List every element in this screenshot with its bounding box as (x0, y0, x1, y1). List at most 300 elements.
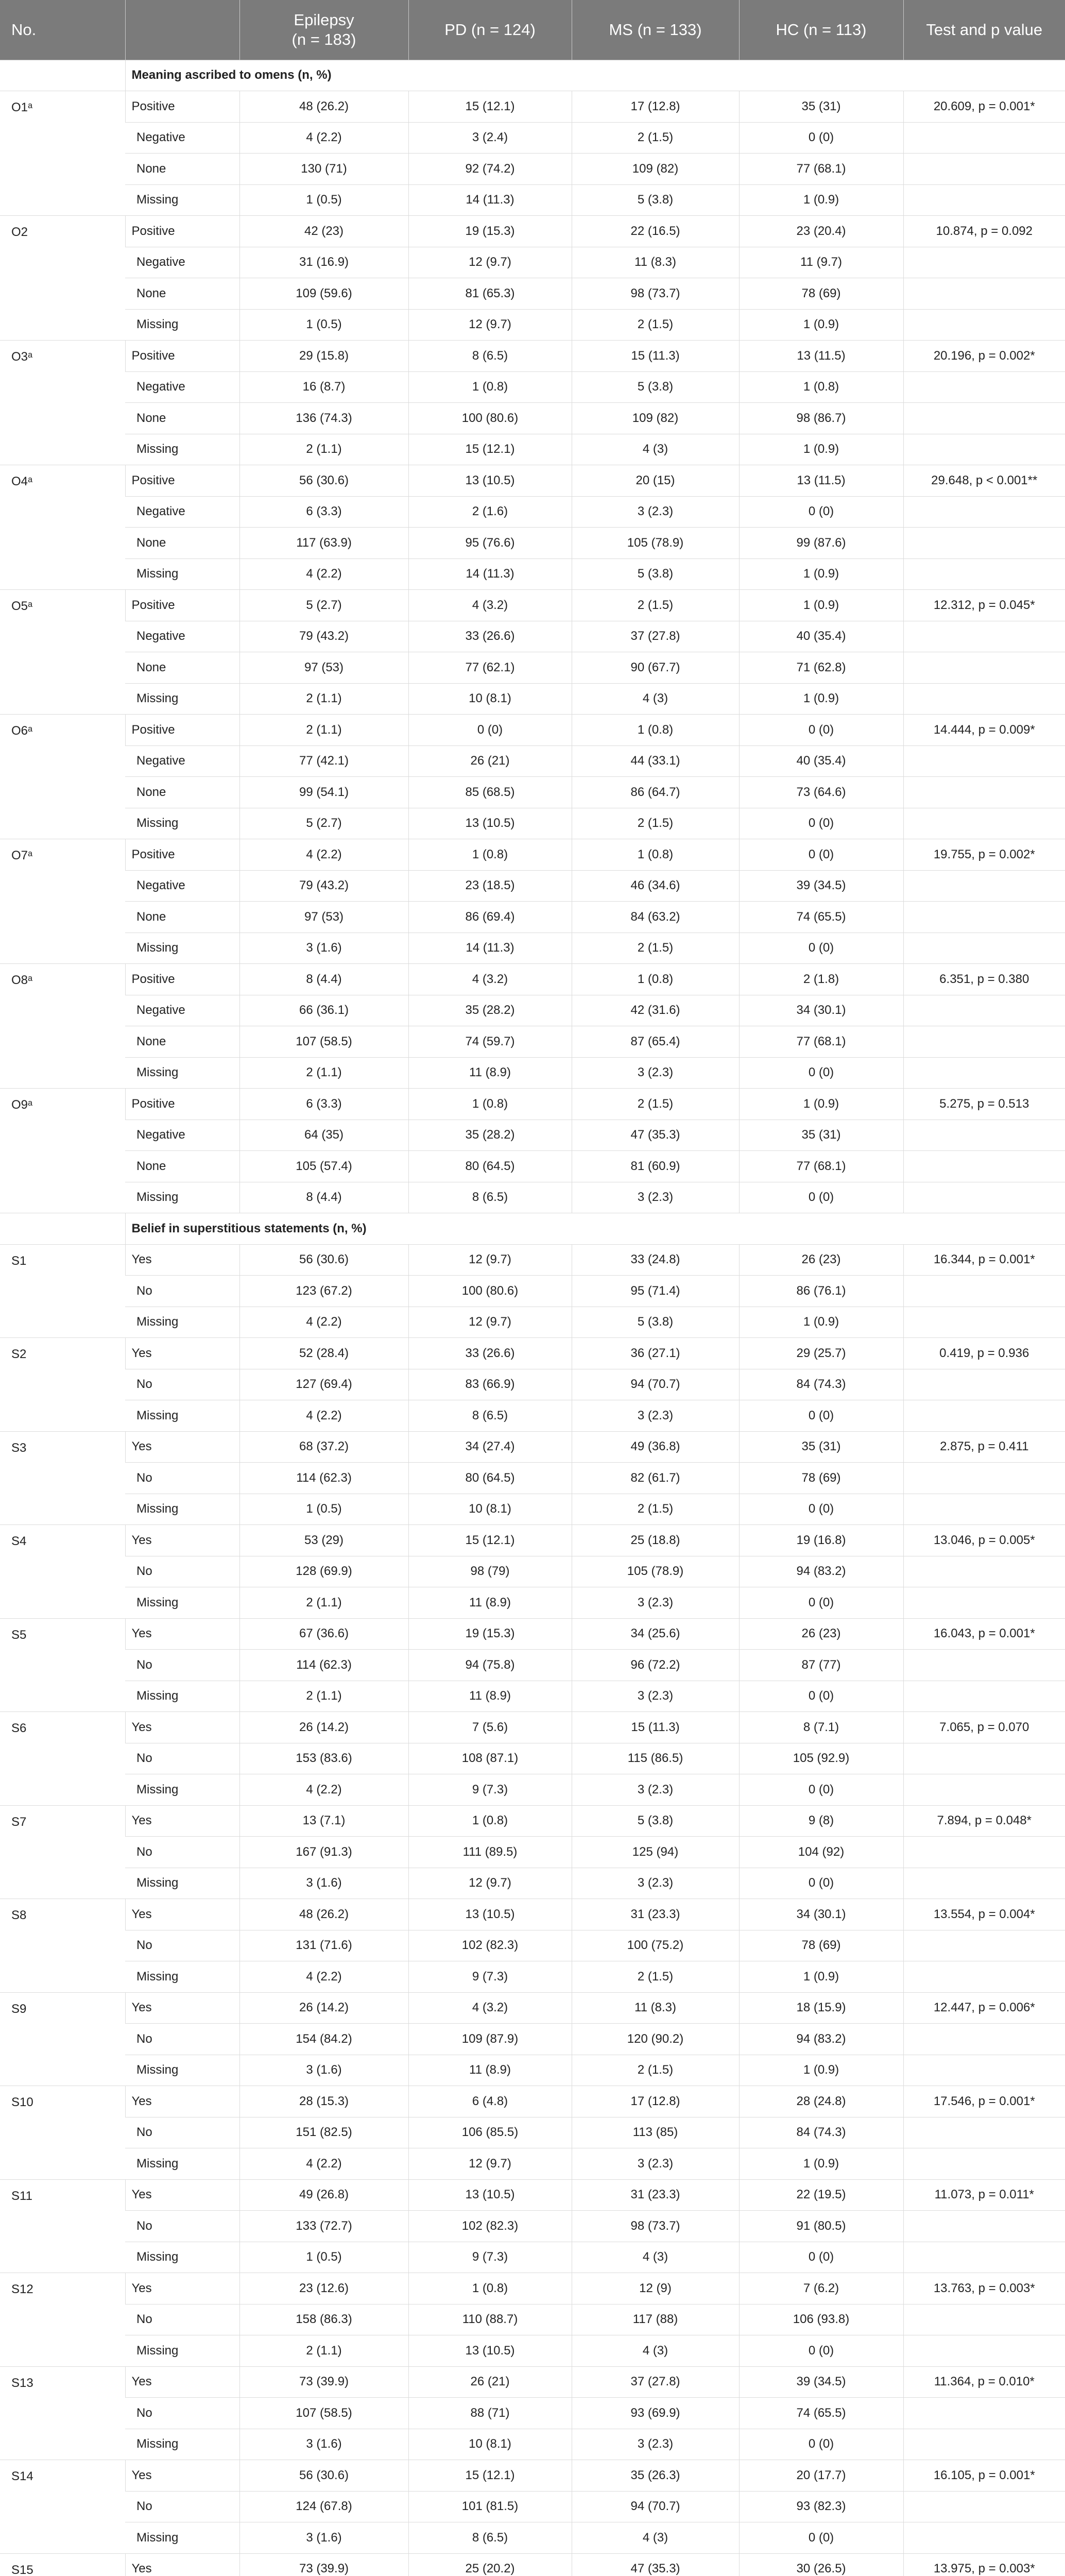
response-cell: Positive (125, 91, 239, 123)
item-id-cell: O6ᵃ (0, 715, 125, 839)
epilepsy-cell: 128 (69.9) (239, 1556, 408, 1587)
response-cell: Yes (125, 1338, 239, 1369)
ms-cell: 1 (0.8) (572, 839, 739, 871)
table-row (0, 2398, 1065, 2429)
pd-cell: 10 (8.1) (408, 1494, 572, 1525)
response-cell: No (125, 2117, 239, 2148)
hc-cell: 94 (83.2) (739, 2024, 903, 2055)
epilepsy-cell: 4 (2.2) (239, 1774, 408, 1806)
epilepsy-cell: 8 (4.4) (239, 1182, 408, 1213)
table-row (0, 2148, 1065, 2180)
response-cell: None (125, 528, 239, 559)
test-cell (903, 154, 1065, 185)
response-cell: Positive (125, 1089, 239, 1120)
epilepsy-cell: 29 (15.8) (239, 341, 408, 372)
epilepsy-cell: 131 (71.6) (239, 1930, 408, 1961)
hc-cell: 1 (0.9) (739, 558, 903, 590)
hc-cell: 18 (15.9) (739, 1992, 903, 2024)
hc-cell: 1 (0.9) (739, 184, 903, 216)
response-cell: Positive (125, 216, 239, 247)
pd-cell: 13 (10.5) (408, 2179, 572, 2211)
test-cell: 6.351, p = 0.380 (903, 964, 1065, 995)
item-id-cell: S12 (0, 2273, 125, 2367)
pd-cell: 74 (59.7) (408, 1026, 572, 1058)
response-cell: No (125, 1837, 239, 1868)
table-row (0, 434, 1065, 465)
response-cell: No (125, 1556, 239, 1587)
response-cell: No (125, 2398, 239, 2429)
hc-cell: 104 (92) (739, 1837, 903, 1868)
test-cell (903, 558, 1065, 590)
ms-cell: 3 (2.3) (572, 1057, 739, 1089)
table-row (0, 1494, 1065, 1525)
response-cell: No (125, 2304, 239, 2335)
ms-cell: 42 (31.6) (572, 995, 739, 1026)
test-cell (903, 2304, 1065, 2335)
table-row (0, 2086, 1065, 2117)
test-cell: 29.648, p < 0.001** (903, 465, 1065, 497)
table-row (0, 2117, 1065, 2148)
hc-cell: 29 (25.7) (739, 1338, 903, 1369)
item-id-cell: O4ᵃ (0, 465, 125, 590)
ms-cell: 95 (71.4) (572, 1276, 739, 1307)
epilepsy-cell: 64 (35) (239, 1120, 408, 1151)
hc-cell: 0 (0) (739, 2335, 903, 2367)
pd-cell: 3 (2.4) (408, 122, 572, 154)
pd-cell: 86 (69.4) (408, 902, 572, 933)
epilepsy-cell: 2 (1.1) (239, 683, 408, 715)
hc-cell: 8 (7.1) (739, 1712, 903, 1743)
ms-cell: 11 (8.3) (572, 1992, 739, 2024)
hc-cell: 34 (30.1) (739, 995, 903, 1026)
ms-cell: 87 (65.4) (572, 1026, 739, 1058)
table-row (0, 2491, 1065, 2522)
hc-cell: 9 (8) (739, 1805, 903, 1837)
response-cell: No (125, 1650, 239, 1681)
test-cell (903, 777, 1065, 808)
response-cell: Positive (125, 715, 239, 746)
item-id-cell: O7ᵃ (0, 839, 125, 964)
epilepsy-cell: 49 (26.8) (239, 2179, 408, 2211)
item-id-cell: S9 (0, 1992, 125, 2086)
table-row (0, 1151, 1065, 1182)
pd-cell: 12 (9.7) (408, 1307, 572, 1338)
test-cell (903, 683, 1065, 715)
test-cell (903, 1774, 1065, 1806)
ms-cell: 93 (69.9) (572, 2398, 739, 2429)
test-cell (903, 1650, 1065, 1681)
pd-cell: 9 (7.3) (408, 1774, 572, 1806)
test-cell (903, 2522, 1065, 2554)
pd-cell: 33 (26.6) (408, 621, 572, 652)
header-epilepsy-n: (n = 183) (291, 30, 356, 48)
pd-cell: 25 (20.2) (408, 2553, 572, 2576)
test-cell (903, 1587, 1065, 1619)
item-id-cell: S3 (0, 1431, 125, 1525)
epilepsy-cell: 73 (39.9) (239, 2553, 408, 2576)
epilepsy-cell: 28 (15.3) (239, 2086, 408, 2117)
response-cell: Missing (125, 1400, 239, 1432)
hc-cell: 1 (0.9) (739, 1307, 903, 1338)
ms-cell: 1 (0.8) (572, 715, 739, 746)
table-body (0, 60, 1065, 2576)
ms-cell: 15 (11.3) (572, 1712, 739, 1743)
response-cell: Missing (125, 2429, 239, 2460)
hc-cell: 39 (34.5) (739, 2366, 903, 2398)
ms-cell: 109 (82) (572, 154, 739, 185)
hc-cell: 35 (31) (739, 91, 903, 123)
ms-cell: 3 (2.3) (572, 1400, 739, 1432)
hc-cell: 91 (80.5) (739, 2211, 903, 2242)
ms-cell: 3 (2.3) (572, 2429, 739, 2460)
epilepsy-cell: 97 (53) (239, 652, 408, 684)
epilepsy-cell: 66 (36.1) (239, 995, 408, 1026)
hc-cell: 13 (11.5) (739, 465, 903, 497)
table-row (0, 1120, 1065, 1151)
pd-cell: 12 (9.7) (408, 1244, 572, 1276)
test-cell (903, 2398, 1065, 2429)
hc-cell: 34 (30.1) (739, 1899, 903, 1930)
pd-cell: 92 (74.2) (408, 154, 572, 185)
hc-cell: 22 (19.5) (739, 2179, 903, 2211)
response-cell: None (125, 777, 239, 808)
ms-cell: 47 (35.3) (572, 2553, 739, 2576)
pd-cell: 11 (8.9) (408, 2055, 572, 2086)
table-row (0, 2055, 1065, 2086)
pd-cell: 100 (80.6) (408, 1276, 572, 1307)
response-cell: Negative (125, 122, 239, 154)
pd-cell: 35 (28.2) (408, 1120, 572, 1151)
epilepsy-cell: 79 (43.2) (239, 870, 408, 902)
response-cell: Missing (125, 683, 239, 715)
response-cell: Positive (125, 590, 239, 621)
epilepsy-cell: 6 (3.3) (239, 496, 408, 528)
epilepsy-cell: 6 (3.3) (239, 1089, 408, 1120)
section-header-no-cell (0, 60, 125, 91)
hc-cell: 0 (0) (739, 1400, 903, 1432)
header-no: No. (11, 20, 37, 39)
table-header (0, 0, 1065, 60)
table-row (0, 902, 1065, 933)
hc-cell: 1 (0.9) (739, 590, 903, 621)
response-cell: Missing (125, 2055, 239, 2086)
test-cell (903, 652, 1065, 684)
epilepsy-cell: 13 (7.1) (239, 1805, 408, 1837)
response-cell: Missing (125, 1307, 239, 1338)
pd-cell: 14 (11.3) (408, 184, 572, 216)
hc-cell: 84 (74.3) (739, 1369, 903, 1400)
hc-cell: 105 (92.9) (739, 1743, 903, 1774)
test-cell (903, 1276, 1065, 1307)
epilepsy-cell: 2 (1.1) (239, 434, 408, 465)
epilepsy-cell: 4 (2.2) (239, 1307, 408, 1338)
epilepsy-cell: 130 (71) (239, 154, 408, 185)
ms-cell: 20 (15) (572, 465, 739, 497)
pd-cell: 9 (7.3) (408, 2242, 572, 2273)
test-cell (903, 2024, 1065, 2055)
epilepsy-cell: 109 (59.6) (239, 278, 408, 310)
response-cell: Missing (125, 1774, 239, 1806)
epilepsy-cell: 56 (30.6) (239, 2460, 408, 2492)
item-id-cell: O8ᵃ (0, 964, 125, 1089)
test-cell (903, 371, 1065, 403)
pd-cell: 4 (3.2) (408, 590, 572, 621)
hc-cell: 98 (86.7) (739, 403, 903, 434)
test-cell: 16.344, p = 0.001* (903, 1244, 1065, 1276)
test-cell (903, 745, 1065, 777)
ms-cell: 17 (12.8) (572, 91, 739, 123)
test-cell (903, 1837, 1065, 1868)
table-row (0, 1431, 1065, 1463)
response-cell: Positive (125, 964, 239, 995)
response-cell: Missing (125, 1182, 239, 1213)
epilepsy-cell: 48 (26.2) (239, 1899, 408, 1930)
pd-cell: 83 (66.9) (408, 1369, 572, 1400)
item-id-cell: O3ᵃ (0, 341, 125, 465)
pd-cell: 98 (79) (408, 1556, 572, 1587)
hc-cell: 78 (69) (739, 278, 903, 310)
ms-cell: 2 (1.5) (572, 2055, 739, 2086)
hc-cell: 86 (76.1) (739, 1276, 903, 1307)
item-id-cell: S11 (0, 2179, 125, 2273)
response-cell: Negative (125, 870, 239, 902)
table-row (0, 278, 1065, 310)
epilepsy-cell: 56 (30.6) (239, 1244, 408, 1276)
test-cell (903, 1556, 1065, 1587)
test-cell (903, 1743, 1065, 1774)
test-cell: 17.546, p = 0.001* (903, 2086, 1065, 2117)
response-cell: Negative (125, 621, 239, 652)
ms-cell: 35 (26.3) (572, 2460, 739, 2492)
response-cell: Missing (125, 1057, 239, 1089)
epilepsy-cell: 3 (1.6) (239, 2429, 408, 2460)
ms-cell: 5 (3.8) (572, 184, 739, 216)
hc-cell: 0 (0) (739, 1587, 903, 1619)
ms-cell: 105 (78.9) (572, 528, 739, 559)
hc-cell: 1 (0.9) (739, 683, 903, 715)
test-cell: 10.874, p = 0.092 (903, 216, 1065, 247)
table-row (0, 1057, 1065, 1089)
item-id-cell: S5 (0, 1618, 125, 1712)
table-row (0, 1650, 1065, 1681)
ms-cell: 81 (60.9) (572, 1151, 739, 1182)
hc-cell: 0 (0) (739, 1182, 903, 1213)
table-row (0, 2304, 1065, 2335)
pd-cell: 10 (8.1) (408, 2429, 572, 2460)
table-row (0, 247, 1065, 278)
table-row (0, 2522, 1065, 2554)
hc-cell: 35 (31) (739, 1120, 903, 1151)
epilepsy-cell: 2 (1.1) (239, 1587, 408, 1619)
hc-cell: 28 (24.8) (739, 2086, 903, 2117)
item-id-cell: S4 (0, 1525, 125, 1619)
section-header-no-cell (0, 1213, 125, 1245)
table-row (0, 122, 1065, 154)
ms-cell: 49 (36.8) (572, 1431, 739, 1463)
response-cell: Missing (125, 2522, 239, 2554)
test-cell (903, 2117, 1065, 2148)
ms-cell: 96 (72.2) (572, 1650, 739, 1681)
response-cell: Yes (125, 1431, 239, 1463)
epilepsy-cell: 127 (69.4) (239, 1369, 408, 1400)
table-row (0, 91, 1065, 123)
epilepsy-cell: 53 (29) (239, 1525, 408, 1556)
hc-cell: 99 (87.6) (739, 528, 903, 559)
table-row (0, 1587, 1065, 1619)
table-row (0, 2429, 1065, 2460)
pd-cell: 1 (0.8) (408, 839, 572, 871)
ms-cell: 4 (3) (572, 434, 739, 465)
pd-cell: 102 (82.3) (408, 1930, 572, 1961)
response-cell: Missing (125, 933, 239, 964)
test-cell (903, 995, 1065, 1026)
pd-cell: 33 (26.6) (408, 1338, 572, 1369)
ms-cell: 90 (67.7) (572, 652, 739, 684)
epilepsy-cell: 167 (91.3) (239, 1837, 408, 1868)
item-id-cell: S10 (0, 2086, 125, 2180)
hc-cell: 87 (77) (739, 1650, 903, 1681)
table-row (0, 2211, 1065, 2242)
response-cell: Yes (125, 1712, 239, 1743)
epilepsy-cell: 26 (14.2) (239, 1992, 408, 2024)
test-cell: 13.975, p = 0.003* (903, 2553, 1065, 2576)
item-id-cell: S15 (0, 2553, 125, 2576)
hc-cell: 11 (9.7) (739, 247, 903, 278)
epilepsy-cell: 97 (53) (239, 902, 408, 933)
table-row (0, 1276, 1065, 1307)
pd-cell: 15 (12.1) (408, 434, 572, 465)
test-cell (903, 2429, 1065, 2460)
table-row (0, 2024, 1065, 2055)
pd-cell: 8 (6.5) (408, 1400, 572, 1432)
epilepsy-cell: 133 (72.7) (239, 2211, 408, 2242)
pd-cell: 1 (0.8) (408, 1089, 572, 1120)
test-cell (903, 808, 1065, 839)
epilepsy-cell: 31 (16.9) (239, 247, 408, 278)
hc-cell: 1 (0.9) (739, 434, 903, 465)
table-row (0, 154, 1065, 185)
response-cell: Positive (125, 465, 239, 497)
pd-cell: 11 (8.9) (408, 1057, 572, 1089)
epilepsy-cell: 1 (0.5) (239, 1494, 408, 1525)
test-cell (903, 2491, 1065, 2522)
table-row (0, 683, 1065, 715)
ms-cell: 86 (64.7) (572, 777, 739, 808)
item-id-cell: S13 (0, 2366, 125, 2460)
epilepsy-cell: 1 (0.5) (239, 184, 408, 216)
test-cell: 5.275, p = 0.513 (903, 1089, 1065, 1120)
item-id-cell: O5ᵃ (0, 590, 125, 715)
pd-cell: 23 (18.5) (408, 870, 572, 902)
hc-cell: 1 (0.9) (739, 2148, 903, 2180)
epilepsy-cell: 73 (39.9) (239, 2366, 408, 2398)
test-cell: 2.875, p = 0.411 (903, 1431, 1065, 1463)
response-cell: Missing (125, 1494, 239, 1525)
table-row (0, 745, 1065, 777)
ms-cell: 47 (35.3) (572, 1120, 739, 1151)
pd-cell: 10 (8.1) (408, 683, 572, 715)
test-cell: 13.554, p = 0.004* (903, 1899, 1065, 1930)
epilepsy-cell: 4 (2.2) (239, 122, 408, 154)
test-cell (903, 403, 1065, 434)
pd-cell: 14 (11.3) (408, 933, 572, 964)
table-row (0, 2242, 1065, 2273)
ms-cell: 5 (3.8) (572, 1805, 739, 1837)
hc-cell: 0 (0) (739, 1057, 903, 1089)
response-cell: Missing (125, 808, 239, 839)
test-cell: 11.364, p = 0.010* (903, 2366, 1065, 2398)
table-row (0, 1899, 1065, 1930)
table-row (0, 1026, 1065, 1058)
pd-cell: 15 (12.1) (408, 1525, 572, 1556)
ms-cell: 3 (2.3) (572, 1182, 739, 1213)
test-cell (903, 621, 1065, 652)
pd-cell: 106 (85.5) (408, 2117, 572, 2148)
table-row (0, 777, 1065, 808)
pd-cell: 11 (8.9) (408, 1587, 572, 1619)
response-cell: Negative (125, 745, 239, 777)
hc-cell: 78 (69) (739, 1463, 903, 1494)
item-id-cell: S1 (0, 1244, 125, 1338)
pd-cell: 111 (89.5) (408, 1837, 572, 1868)
table-row (0, 1338, 1065, 1369)
header-hc: HC (n = 113) (739, 0, 903, 60)
ms-cell: 94 (70.7) (572, 1369, 739, 1400)
ms-cell: 98 (73.7) (572, 278, 739, 310)
hc-cell: 0 (0) (739, 496, 903, 528)
pd-cell: 12 (9.7) (408, 309, 572, 341)
pd-cell: 109 (87.9) (408, 2024, 572, 2055)
ms-cell: 98 (73.7) (572, 2211, 739, 2242)
hc-cell: 20 (17.7) (739, 2460, 903, 2492)
pd-cell: 8 (6.5) (408, 341, 572, 372)
pd-cell: 0 (0) (408, 715, 572, 746)
ms-cell: 117 (88) (572, 2304, 739, 2335)
test-cell (903, 1681, 1065, 1712)
table-row (0, 1681, 1065, 1712)
epilepsy-cell: 23 (12.6) (239, 2273, 408, 2304)
test-cell (903, 902, 1065, 933)
test-cell: 19.755, p = 0.002* (903, 839, 1065, 871)
response-cell: Yes (125, 2273, 239, 2304)
ms-cell: 2 (1.5) (572, 1494, 739, 1525)
response-cell: Yes (125, 2553, 239, 2576)
ms-cell: 37 (27.8) (572, 2366, 739, 2398)
test-cell (903, 434, 1065, 465)
hc-cell: 0 (0) (739, 1681, 903, 1712)
response-cell: Negative (125, 1120, 239, 1151)
response-cell: Missing (125, 2148, 239, 2180)
ms-cell: 2 (1.5) (572, 808, 739, 839)
table-row (0, 496, 1065, 528)
hc-cell: 78 (69) (739, 1930, 903, 1961)
ms-cell: 109 (82) (572, 403, 739, 434)
ms-cell: 2 (1.5) (572, 1961, 739, 1993)
ms-cell: 3 (2.3) (572, 1681, 739, 1712)
pd-cell: 85 (68.5) (408, 777, 572, 808)
test-cell (903, 496, 1065, 528)
table-row (0, 465, 1065, 497)
response-cell: No (125, 1930, 239, 1961)
test-cell (903, 528, 1065, 559)
hc-cell: 1 (0.9) (739, 309, 903, 341)
test-cell (903, 1369, 1065, 1400)
ms-cell: 1 (0.8) (572, 964, 739, 995)
table-row (0, 964, 1065, 995)
response-cell: No (125, 2211, 239, 2242)
epilepsy-cell: 8 (4.4) (239, 964, 408, 995)
response-cell: None (125, 278, 239, 310)
